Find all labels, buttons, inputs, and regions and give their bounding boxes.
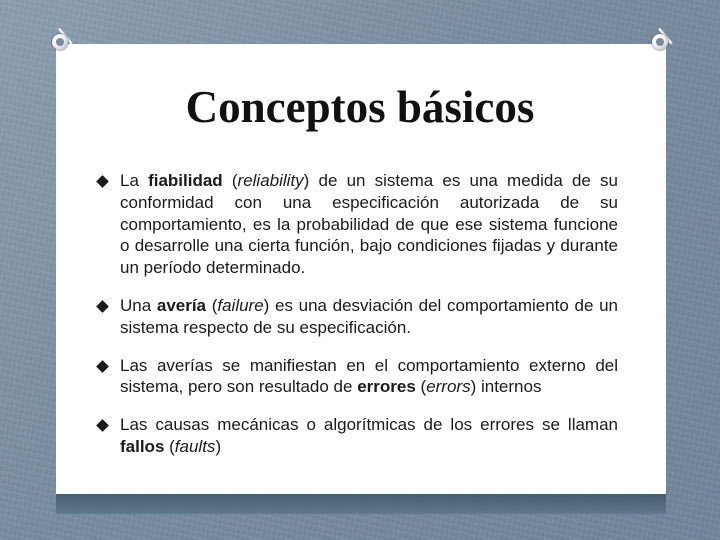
diamond-bullet-icon	[96, 419, 109, 432]
binder-ring-left-icon	[52, 34, 68, 50]
slide-title: Conceptos básicos	[185, 82, 535, 132]
list-item	[98, 414, 618, 458]
list-item	[98, 170, 618, 279]
bullet-text: ) internos	[470, 377, 542, 397]
bullet-text: Las causas mecánicas o algorítmicas de los errores se llaman	[120, 415, 618, 435]
slide-bottom-strip	[56, 492, 666, 514]
bullet-text: (	[222, 171, 238, 190]
diamond-bullet-icon	[96, 175, 109, 188]
bullet-text: Una	[120, 295, 157, 315]
bullet-text: La	[120, 171, 149, 190]
bullet-text: (	[164, 436, 175, 456]
bullet-list	[98, 170, 618, 458]
diamond-bullet-icon	[96, 360, 109, 373]
bullet-text: (	[415, 377, 427, 397]
bullet-term: fallos	[120, 436, 165, 456]
bullet-term: errores	[357, 377, 416, 397]
bullet-english-term: reliability	[237, 171, 304, 190]
bullet-english-term: failure	[217, 295, 264, 315]
bullet-term: fiabilidad	[148, 171, 223, 190]
list-item	[98, 355, 618, 399]
bullet-text: ) de un sistema es una medida de su conformidad con una especificación autorizada de su comportamiento, es la probabilidad de que ese sistema funcione o desarrolle una cierta función, bajo condiciones fijadas y durante un período determinado.	[120, 171, 618, 278]
bullet-english-term: errors	[426, 377, 471, 397]
bullet-text: (	[206, 295, 218, 315]
binder-ring-right-icon	[652, 34, 668, 50]
bullet-text: )	[215, 436, 222, 456]
bullet-text: Las averías se manifiestan en el comportamiento externo del sistema, pero son resultado de	[120, 355, 618, 397]
diamond-bullet-icon	[96, 300, 109, 313]
list-item	[98, 295, 618, 339]
bullet-text: ) es una desviación del comportamiento de un sistema respecto de su especificación.	[120, 295, 618, 337]
bullet-term: avería	[156, 295, 207, 315]
bullet-english-term: faults	[174, 436, 216, 456]
